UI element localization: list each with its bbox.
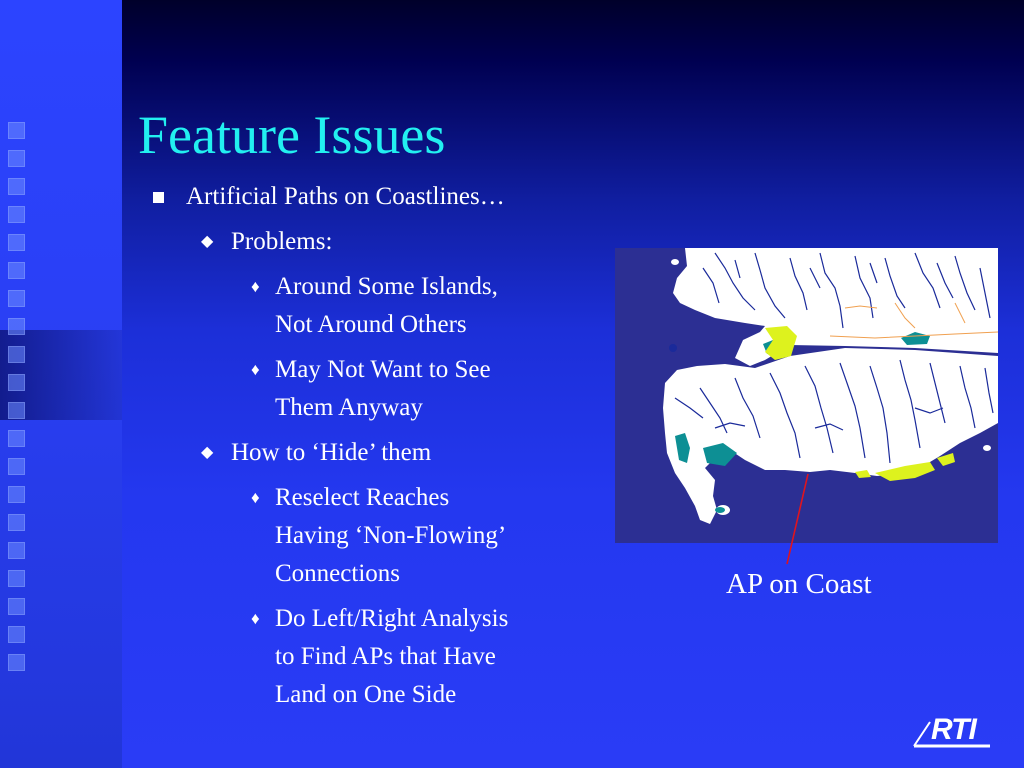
map-caption: AP on Coast: [726, 568, 872, 600]
map-island: [983, 445, 991, 451]
bullet-level2: ◆ How to ‘Hide’ them: [231, 434, 431, 472]
coastline-map-svg: [615, 248, 998, 543]
bullet-level2: ◆ Problems:: [231, 223, 332, 261]
diamond-bullet-icon: ◆: [201, 444, 214, 461]
coastline-map-image: [615, 248, 998, 543]
rti-logo: [912, 713, 992, 750]
small-diamond-bullet-icon: ♦: [251, 360, 260, 379]
slide-title: Feature Issues: [138, 105, 446, 165]
small-diamond-bullet-icon: ♦: [251, 488, 260, 507]
map-teal-spot: [715, 507, 725, 513]
bullet-level3: ♦ Around Some Islands, Not Around Others: [275, 268, 498, 344]
bullet-level3: ♦ May Not Want to See Them Anyway: [275, 351, 491, 427]
rti-logo-text: RTI: [931, 713, 976, 746]
bullet-level3: ♦ Do Left/Right Analysis to Find APs that Have Land on One Side: [275, 600, 508, 714]
map-dark-feature: [669, 344, 677, 352]
small-diamond-bullet-icon: ♦: [251, 277, 260, 296]
decorative-squares: [8, 122, 28, 682]
square-bullet-icon: [153, 192, 164, 203]
bullet-level3: ♦ Reselect Reaches Having ‘Non-Flowing’ Connections: [275, 479, 506, 593]
bullet-level1: Artificial Paths on Coastlines…: [186, 178, 505, 216]
diamond-bullet-icon: ◆: [201, 233, 214, 250]
small-diamond-bullet-icon: ♦: [251, 609, 260, 628]
map-island: [671, 259, 679, 265]
